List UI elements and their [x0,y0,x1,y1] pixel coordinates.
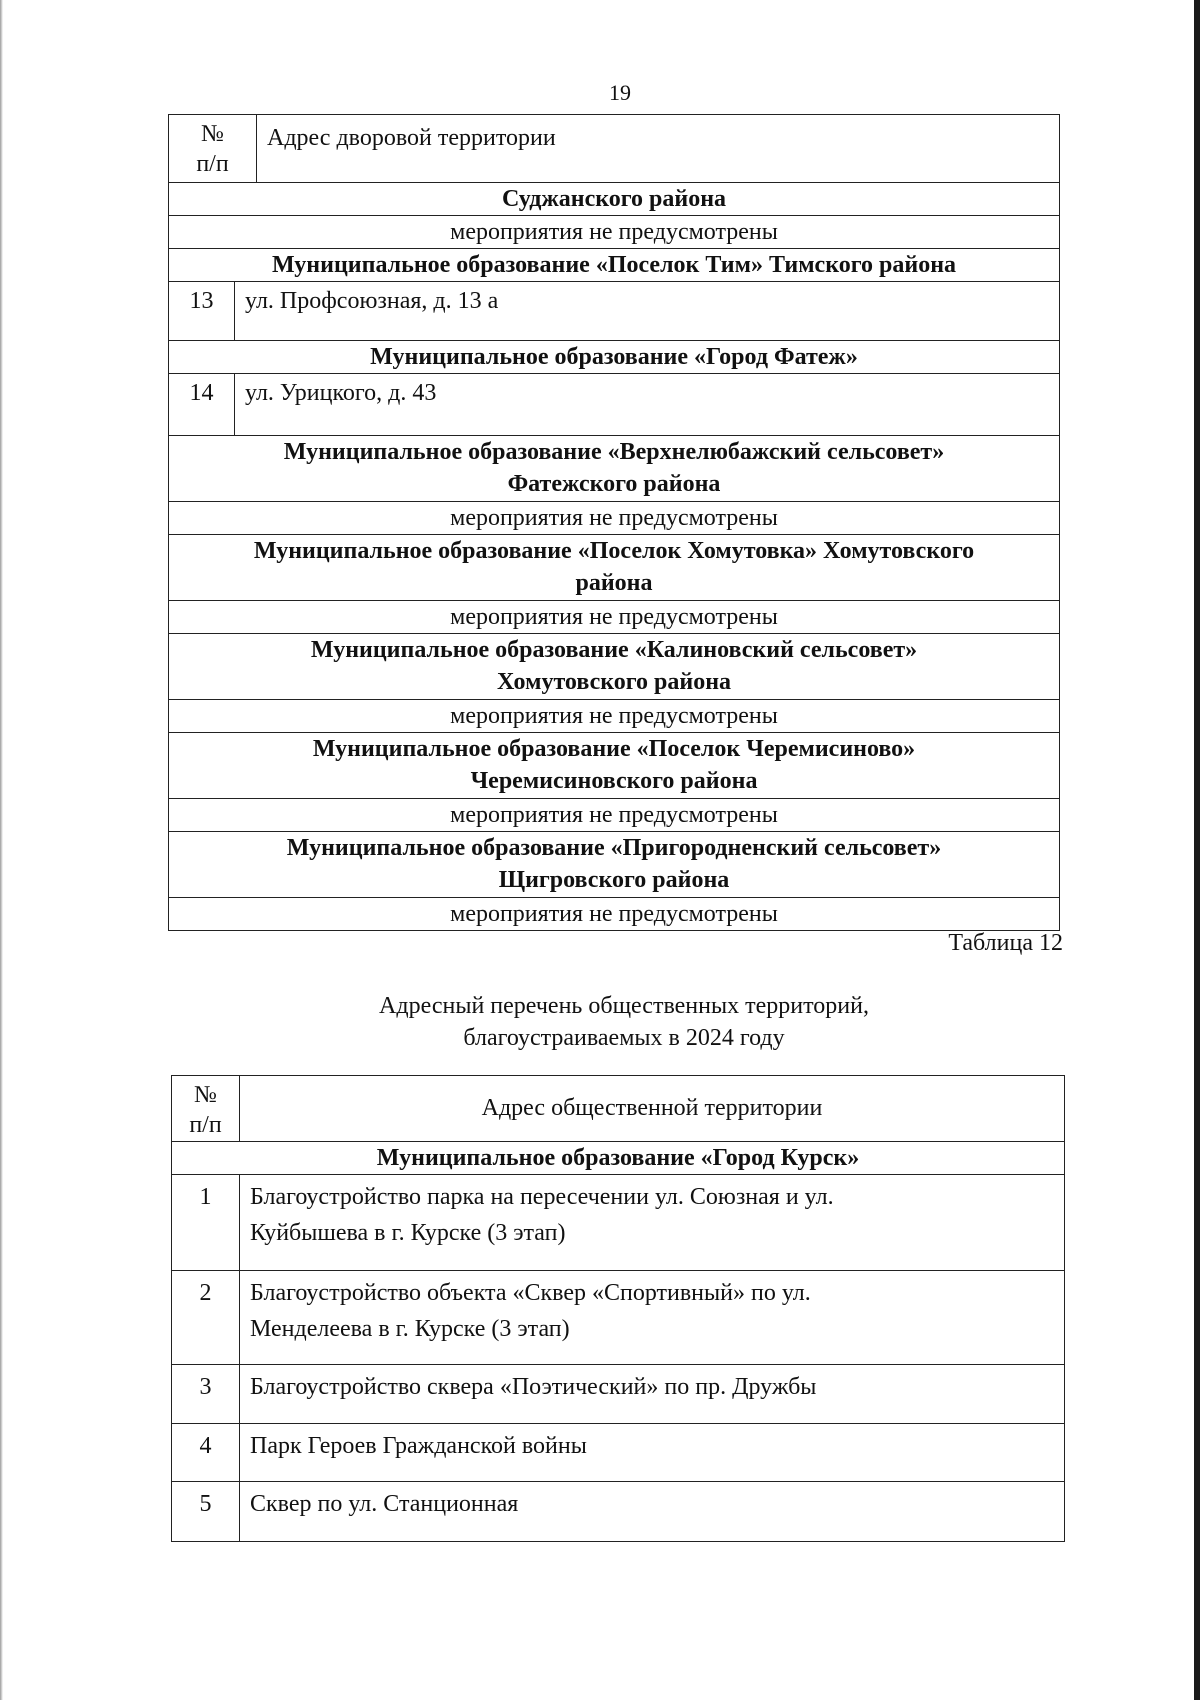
row-address: ул. Профсоюзная, д. 13 а [235,282,1060,341]
row-number: 13 [169,282,235,341]
table-row [172,1482,1065,1542]
row-address: ул. Урицкого, д. 43 [235,374,1060,436]
no-activities-text: мероприятия не предусмотрены [169,799,1060,832]
header-num-text: № п/п [196,121,229,177]
row-address: Сквер по ул. Станционная [240,1482,1065,1542]
table-row [169,374,1060,436]
section-row [172,1142,1065,1175]
section-heading: Муниципальное образование «Город Курск» [172,1142,1065,1175]
section-row [169,436,1060,502]
section-heading: Муниципальное образование «Поселок Черемисиново» Черемисиновского района [169,733,1060,799]
no-activities-text: мероприятия не предусмотрены [169,502,1060,535]
section-heading: Муниципальное образование «Город Фатеж» [169,341,1060,374]
section-row [169,183,1060,216]
section-row [169,832,1060,898]
table-title-text: Адресный перечень общественных территорий, благоустраиваемых в 2024 году [379,993,869,1051]
table-row [172,1424,1065,1482]
courtyard-territories-table [168,114,1060,931]
header-address: Адрес дворовой территории [257,115,1060,183]
section-row [169,634,1060,700]
table-row [169,282,1060,341]
table-row [172,1175,1065,1271]
section-row [169,341,1060,374]
no-activities-text: мероприятия не предусмотрены [169,898,1060,931]
no-activities-row [169,700,1060,733]
row-address: Парк Героев Гражданской войны [240,1424,1065,1482]
section-row [169,535,1060,601]
header-num-text: № п/п [189,1082,222,1138]
section-heading: Суджанского района [169,183,1060,216]
row-number: 5 [172,1482,240,1542]
header-address: Адрес общественной территории [240,1076,1065,1142]
header-num [169,115,257,183]
section-heading: Муниципальное образование «Поселок Тим» Тимского района [169,249,1060,282]
no-activities-text: мероприятия не предусмотрены [169,601,1060,634]
page-number: 19 [609,80,631,105]
section-heading: Муниципальное образование «Поселок Хомутовка» Хомутовского района [169,535,1060,601]
section-row [169,249,1060,282]
table-header-row [172,1076,1065,1142]
section-heading: Муниципальное образование «Верхнелюбажский сельсовет» Фатежского района [169,436,1060,502]
section-row [169,733,1060,799]
no-activities-row [169,502,1060,535]
row-address: Благоустройство объекта «Сквер «Спортивный» по ул. Менделеева в г. Курске (3 этап) [240,1271,1065,1365]
row-number: 1 [172,1175,240,1271]
public-territories-table [171,1075,1065,1542]
section-heading: Муниципальное образование «Калиновский сельсовет» Хомутовского района [169,634,1060,700]
no-activities-text: мероприятия не предусмотрены [169,700,1060,733]
no-activities-text: мероприятия не предусмотрены [169,216,1060,249]
scan-edge-right [1194,0,1200,1700]
header-num [172,1076,240,1142]
table-title [200,990,1048,1054]
no-activities-row [169,601,1060,634]
table-label: Таблица 12 [948,930,1063,956]
scan-edge-left [0,0,3,1700]
section-heading: Муниципальное образование «Пригородненский сельсовет» Щигровского района [169,832,1060,898]
table-row [172,1365,1065,1424]
row-number: 14 [169,374,235,436]
no-activities-row [169,216,1060,249]
row-number: 2 [172,1271,240,1365]
table-header-row [169,115,1060,183]
no-activities-row [169,898,1060,931]
row-number: 4 [172,1424,240,1482]
row-number: 3 [172,1365,240,1424]
row-address: Благоустройство сквера «Поэтический» по пр. Дружбы [240,1365,1065,1424]
row-address: Благоустройство парка на пересечении ул. Союзная и ул. Куйбышева в г. Курске (3 этап) [240,1175,1065,1271]
no-activities-row [169,799,1060,832]
table-row [172,1271,1065,1365]
